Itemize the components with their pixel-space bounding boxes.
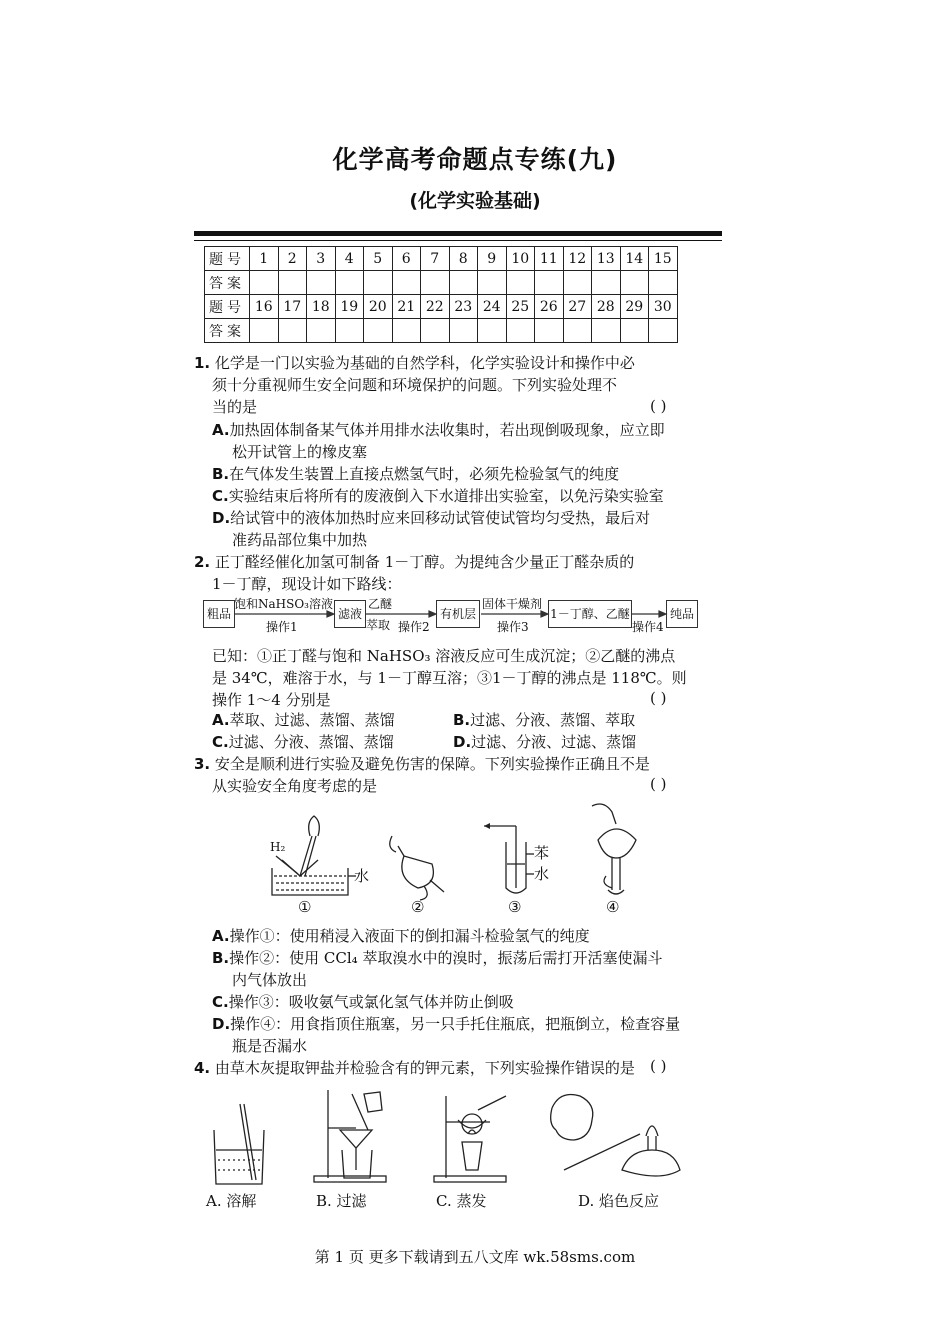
question-stem-line: 化学是一门以实验为基础的自然学科，化学实验设计和操作中必 [214,354,635,372]
option-text: 内气体放出 [232,971,308,990]
flow-arrow4-operation: 操作4 [632,620,664,634]
flow-arrow1-operation: 操作1 [266,620,298,634]
option-text: 给试管中的液体加热时应来回移动试管使试管均匀受热，最后对 [230,509,651,527]
figure-caption-a: A. 溶解 [206,1192,257,1210]
flow-arrow2-operation: 操作2 [398,620,430,634]
option-label: C. [212,733,229,751]
page-title: 化学高考命题点专练(九) [332,145,618,174]
option-text: 操作②：使用 CCl₄ 萃取溴水中的溴时，振荡后需打开活塞使漏斗 [229,949,663,967]
option-text: 操作③：吸收氨气或氯化氢气体并防止倒吸 [228,993,514,1011]
figure-caption-d: D. 焰色反应 [578,1192,660,1210]
question-number-cell: 15 [649,247,678,271]
known-line: 是 34℃，难溶于水，与 1－丁醇互溶；③1－丁醇的沸点是 118℃。则 [212,669,687,688]
option-label: B. [453,711,471,729]
water-label: 水 [534,865,550,883]
question-number: 4. [194,1059,211,1077]
flow-box-organic-layer: 有机层 [436,600,480,628]
benzene-label: 苯 [534,844,550,862]
figure-caption-c: C. 蒸发 [436,1192,487,1210]
option-text: 操作④：用食指顶住瓶塞，另一只手托住瓶底，把瓶倒立，检查容量 [230,1015,681,1033]
option-text: 操作①：使用稍浸入液面下的倒扣漏斗检验氢气的纯度 [229,927,590,945]
page-footer: 第 1 页 更多下载请到五八文库 wk.58sms.com [314,1248,636,1266]
question-number-cell: 3 [307,247,336,271]
question-number-cell: 16 [250,295,279,319]
question-number-cell: 24 [478,295,507,319]
option-label: A. [212,421,230,439]
row-label-question: 题号 [205,247,250,271]
question-number-cell: 22 [421,295,450,319]
question-number-cell: 13 [592,247,621,271]
question-number-cell: 12 [563,247,592,271]
option-text: 瓶是否漏水 [232,1037,308,1056]
question-number-cell: 17 [278,295,307,319]
option-text: 实验结束后将所有的废液倒入下水道排出实验室，以免污染实验室 [228,487,664,505]
question-number-cell: 6 [392,247,421,271]
flow-box-crude: 粗品 [203,600,235,628]
option-text: 在气体发生装置上直接点燃氢气时，必须先检验氢气的纯度 [229,465,620,483]
figure-caption-b: B. 过滤 [316,1192,367,1210]
question-number: 1. [194,354,211,372]
row-label-answer: 答案 [205,271,250,295]
evaporation-stand-drawing [434,1096,506,1182]
question-stem-line: 安全是顺利进行实验及避免伤害的保障。下列实验操作正确且不是 [214,755,650,773]
option-label: D. [212,1015,231,1033]
option-label: C. [212,487,229,505]
question-number-cell: 29 [620,295,649,319]
flow-box-butanol-ether: 1－丁醇、乙醚 [548,600,632,628]
answer-bracket: ( ) [650,1057,667,1075]
question-number: 2. [194,553,211,571]
option-text: 过滤、分液、过滤、蒸馏 [471,733,637,751]
question-number-cell: 2 [278,247,307,271]
flow-box-pure: 纯品 [666,600,698,628]
question-stem-line: 1－丁醇，现设计如下路线： [212,575,402,594]
option-label: C. [212,993,229,1011]
option-label: B. [212,949,230,967]
flow-arrow3-operation: 操作3 [497,620,529,634]
question-number-cell: 19 [335,295,364,319]
question-number-cell: 11 [535,247,564,271]
question-number-cell: 9 [478,247,507,271]
option-label: D. [453,733,472,751]
figure-label-2: ② [411,898,425,916]
question-number-cell: 30 [649,295,678,319]
question-number-cell: 23 [449,295,478,319]
question-number-cell: 20 [364,295,393,319]
question-number-cell: 14 [620,247,649,271]
option-label: B. [212,465,230,483]
option-text: 准药品部位集中加热 [232,531,368,550]
question-number-cell: 28 [592,295,621,319]
option-label: A. [212,927,230,945]
option-text: 过滤、分液、蒸馏、萃取 [470,711,636,729]
answer-bracket: ( ) [650,775,667,793]
question-number-cell: 5 [364,247,393,271]
page-subtitle: (化学实验基础) [409,190,541,212]
flow-arrow3-reagent: 固体干燥剂 [482,597,543,611]
option-text: 松开试管上的橡皮塞 [232,443,368,462]
flame-test-drawing [551,1095,680,1177]
option-text: 加热固体制备某气体并用排水法收集时，若出现倒吸现象，应立即 [229,421,665,439]
question-number-cell: 27 [563,295,592,319]
question-stem-line: 正丁醛经催化加氢可制备 1－丁醇。为提纯含少量正丁醛杂质的 [214,553,635,571]
figure-label-4: ④ [606,898,620,916]
question-number-cell: 10 [506,247,535,271]
row-label-question: 题号 [205,295,250,319]
question-number-cell: 18 [307,295,336,319]
water-label: 水 [354,867,370,885]
question-number-cell: 1 [250,247,279,271]
figure-label-3: ③ [508,898,522,916]
flow-box-filtrate: 滤液 [334,600,366,628]
option-text: 过滤、分液、蒸馏、蒸馏 [228,733,394,751]
option-label: A. [212,711,230,729]
question-number-cell: 7 [421,247,450,271]
question-number-cell: 4 [335,247,364,271]
question-stem-line: 由草木灰提取钾盐并检验含有的钾元素，下列实验操作错误的是 [214,1059,635,1077]
question-stem-line: 当的是 [212,398,258,417]
known-line: 已知：①正丁醛与饱和 NaHSO₃ 溶液反应可生成沉淀；②乙醚的沸点 [212,647,676,665]
answer-bracket: ( ) [650,689,667,707]
option-label: D. [212,509,231,527]
question-number-cell: 26 [535,295,564,319]
flow-arrow2-extract: 萃取 [366,618,391,632]
filtration-stand-drawing [314,1090,386,1182]
known-line: 操作 1～4 分别是 [212,691,331,710]
question-number-cell: 21 [392,295,421,319]
dissolve-beaker-drawing [214,1104,264,1184]
question-number-cell: 8 [449,247,478,271]
answer-bracket: ( ) [650,397,667,415]
row-label-answer: 答案 [205,319,250,343]
option-text: 萃取、过滤、蒸馏、蒸馏 [229,711,395,729]
question-number: 3. [194,755,211,773]
question-stem-line: 须十分重视师生安全问题和环境保护的问题。下列实验处理不 [212,376,618,395]
flow-arrow2-reagent: 乙醚 [368,597,393,611]
question-stem-line: 从实验安全角度考虑的是 [212,777,378,796]
h2-label: H₂ [270,840,286,854]
figure-label-1: ① [298,898,312,916]
question-number-cell: 25 [506,295,535,319]
flow-arrow1-reagent: 饱和NaHSO₃溶液 [234,597,333,611]
